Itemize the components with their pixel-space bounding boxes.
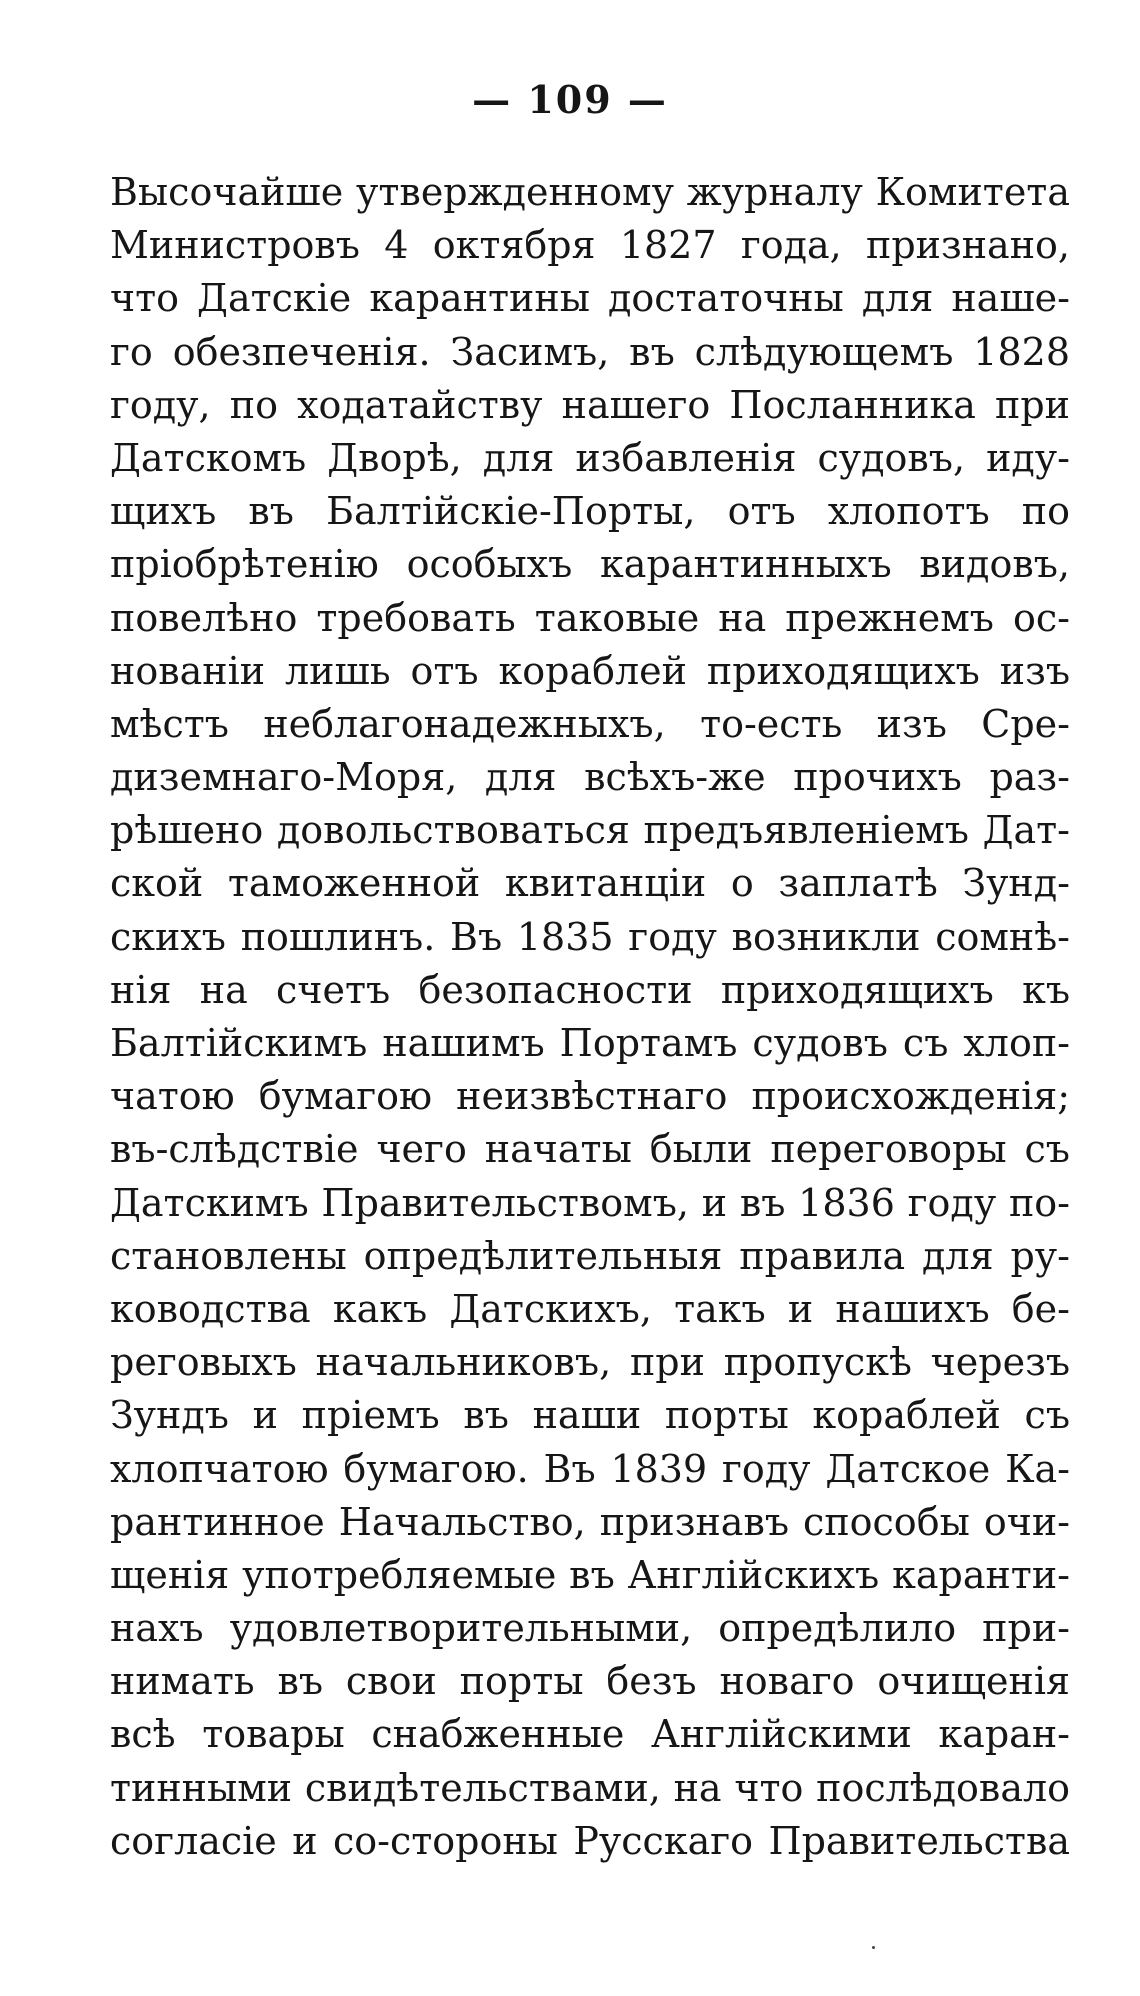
- text-line: повелѣно требовать таковые на прежнемъ ос-: [110, 595, 1070, 640]
- text-line: ской таможенной квитанціи о заплатѣ Зунд-: [110, 861, 1070, 906]
- text-line: Датскимъ Правительствомъ, и въ 1836 году по-: [110, 1180, 1070, 1225]
- text-line: тинными свидѣтельствами, на что послѣдовало: [110, 1765, 1070, 1810]
- text-line: нахъ удовлетворительными, опредѣлило при-: [110, 1606, 1070, 1651]
- text-line: что Датскіе карантины достаточны для наше-: [110, 276, 1070, 321]
- text-line: ководства какъ Датскихъ, такъ и нашихъ бе-: [110, 1286, 1070, 1331]
- body-text: [110, 166, 1070, 1868]
- text-line: щенія употребляемые въ Англійскихъ каранти-: [110, 1552, 1070, 1597]
- text-line: мѣстъ неблагонадежныхъ, то-есть изъ Сре-: [110, 701, 1070, 746]
- text-line: нованіи лишь отъ кораблей приходящихъ изъ: [110, 648, 1070, 693]
- text-line: рантинное Начальство, признавъ способы очи-: [110, 1499, 1070, 1544]
- text-line: Высочайше утвержденному журналу Комитета: [110, 170, 1070, 214]
- text-line: скихъ пошлинъ. Въ 1835 году возникли сомнѣ-: [110, 914, 1070, 959]
- text-line: хлопчатою бумагою. Въ 1839 году Датское Ка-: [110, 1446, 1070, 1491]
- text-line: го обезпеченія. Засимъ, въ слѣдующемъ 1828: [110, 329, 1070, 374]
- text-line: Балтійскимъ нашимъ Портамъ судовъ съ хлоп-: [110, 1021, 1070, 1065]
- text-line: щихъ въ Балтійскіе-Порты, отъ хлопотъ по: [110, 489, 1070, 534]
- text-line: пріобрѣтенію особыхъ карантинныхъ видовъ,: [110, 542, 1070, 587]
- text-line: диземнаго-Моря, для всѣхъ-же прочихъ раз-: [110, 755, 1070, 800]
- page-number: — 109 —: [472, 77, 668, 122]
- text-line: становлены опредѣлительныя правила для ру-: [110, 1233, 1070, 1278]
- text-line: въ-слѣдствіе чего начаты были переговоры съ: [110, 1127, 1070, 1172]
- text-line: Министровъ 4 октября 1827 года, признано,: [110, 223, 1070, 268]
- text-line: чатою бумагою неизвѣстнаго происхожденія;: [110, 1074, 1070, 1119]
- text-line: всѣ товары снабженные Англійскими каран-: [110, 1712, 1070, 1757]
- text-line: рѣшено довольствоваться предъявленіемъ Дат-: [110, 808, 1070, 853]
- text-line: нія на счетъ безопасности приходящихъ къ: [110, 967, 1070, 1012]
- text-line: Зундъ и пріемъ въ наши порты кораблей съ: [110, 1393, 1070, 1438]
- text-line: году, по ходатайству нашего Посланника при: [110, 382, 1070, 427]
- text-line: Датскомъ Дворѣ, для избавленія судовъ, иду-: [110, 435, 1070, 480]
- text-line: реговыхъ начальниковъ, при пропускѣ черезъ: [110, 1340, 1070, 1385]
- paper-speck: [872, 1946, 875, 1949]
- text-line: согласіе и со-стороны Русскаго Правительства: [110, 1818, 1070, 1863]
- text-line: нимать въ свои порты безъ новаго очищенія: [110, 1659, 1070, 1704]
